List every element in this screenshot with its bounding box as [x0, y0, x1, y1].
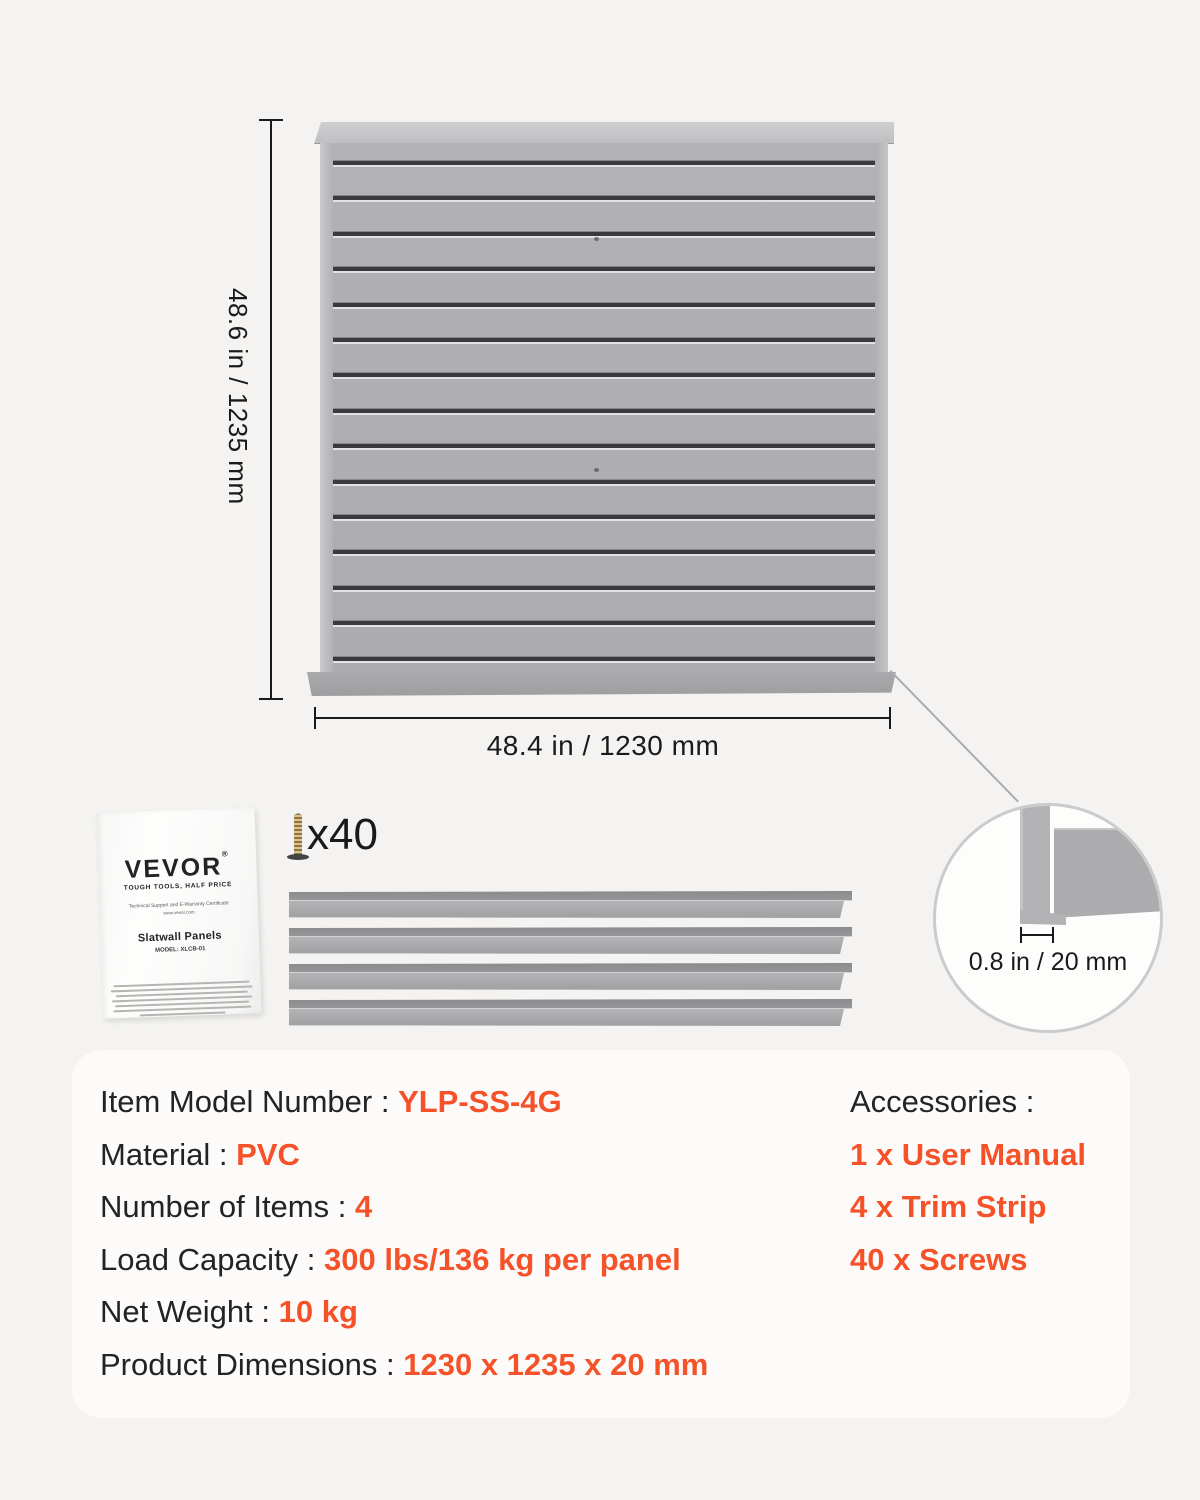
- manual-support-line: Technical Support and E-Warranty Certificate: [128, 900, 229, 910]
- slatwall-panel-right-edge: [875, 143, 888, 672]
- thickness-tick-right: [1052, 927, 1054, 943]
- screw-hole: [594, 468, 599, 472]
- spec-row: Net Weight : 10 kg: [100, 1294, 358, 1330]
- user-manual: [96, 807, 261, 1018]
- slatwall-panel-bottom-cap: [307, 672, 896, 696]
- slat-groove: [333, 160, 875, 167]
- slat-groove: [333, 514, 875, 521]
- manual-product-title: Slatwall Panels: [137, 929, 223, 945]
- spec-row: Material : PVC: [100, 1136, 300, 1172]
- panel-height-label: 48.6 in / 1235 mm: [223, 288, 253, 505]
- width-dimension-line: [315, 717, 891, 719]
- width-dimension-tick-right: [889, 707, 891, 729]
- trim-strip-top-face: [289, 891, 852, 901]
- fine-print-line: [139, 1011, 226, 1016]
- slatwall-panel-top-cap: [314, 122, 894, 144]
- accessories-list: [850, 1076, 1086, 1286]
- manual-website: www.vevor.com: [163, 909, 195, 916]
- spec-row: Item Model Number : YLP-SS-4G: [100, 1084, 562, 1119]
- trim-strip-front-face: [289, 901, 844, 918]
- slat-groove: [333, 231, 875, 238]
- spec-list: [100, 1076, 708, 1392]
- screw-count-label: x40: [307, 810, 378, 859]
- slat-groove: [333, 585, 875, 592]
- trim-strip-cross-section: [1020, 806, 1050, 924]
- accessory-item: 4 x Trim Strip: [850, 1189, 1047, 1225]
- slat-groove: [333, 372, 875, 379]
- slatwall-grooves: [333, 160, 875, 670]
- manual-model-line: MODEL: XLCB-01: [155, 946, 206, 954]
- trim-strip-top-face: [289, 927, 852, 937]
- width-dimension-tick-left: [314, 707, 316, 729]
- thickness-tick-left: [1020, 927, 1022, 943]
- accessories-heading: Accessories :: [850, 1084, 1035, 1119]
- slat-groove: [333, 656, 875, 663]
- slat-groove: [333, 479, 875, 486]
- accessory-item: 1 x User Manual: [850, 1136, 1087, 1172]
- registered-mark: ®: [221, 849, 230, 859]
- slat-groove: [333, 195, 875, 202]
- trim-strip: [289, 927, 852, 954]
- spec-row: Product Dimensions : 1230 x 1235 x 20 mm: [100, 1346, 709, 1382]
- detail-leader-line: [890, 670, 1019, 802]
- accessory-item: 40 x Screws: [850, 1241, 1028, 1277]
- panel-cross-section: [1054, 828, 1163, 918]
- thickness-detail-circle: [933, 803, 1163, 1033]
- trim-strip: [289, 891, 852, 918]
- slat-groove: [333, 408, 875, 415]
- spec-row: Load Capacity : 300 lbs/136 kg per panel: [100, 1241, 681, 1277]
- trim-strip: [289, 999, 852, 1026]
- trim-strip-top-face: [289, 999, 852, 1009]
- slat-groove: [333, 443, 875, 450]
- panel-width-label: 48.4 in / 1230 mm: [486, 730, 720, 761]
- screw-hole: [594, 237, 599, 241]
- vevor-logo: VEVOR®: [124, 849, 230, 884]
- height-dimension-line: [270, 120, 272, 700]
- screw-icon: [294, 813, 302, 856]
- slat-groove: [333, 549, 875, 556]
- height-dimension-tick-top: [259, 119, 283, 121]
- thickness-dimension-line: [1020, 934, 1054, 936]
- trim-strip-front-face: [289, 1009, 844, 1026]
- trim-strip: [289, 963, 852, 990]
- manual-tagline: TOUGH TOOLS, HALF PRICE: [123, 881, 233, 892]
- spec-card: [72, 1050, 1130, 1418]
- trim-strip-front-face: [289, 937, 844, 954]
- slat-groove: [333, 266, 875, 273]
- spec-row: Number of Items : 4: [100, 1189, 373, 1225]
- slatwall-panel-left-edge: [320, 143, 333, 672]
- trim-strip-top-face: [289, 963, 852, 973]
- screw-head: [287, 854, 309, 860]
- manual-fine-print: [102, 980, 261, 1017]
- slat-groove: [333, 302, 875, 309]
- slat-groove: [333, 620, 875, 627]
- panel-thickness-label: 0.8 in / 20 mm: [968, 948, 1128, 976]
- slat-groove: [333, 337, 875, 344]
- height-dimension-tick-bottom: [259, 698, 283, 700]
- trim-strip-front-face: [289, 973, 844, 990]
